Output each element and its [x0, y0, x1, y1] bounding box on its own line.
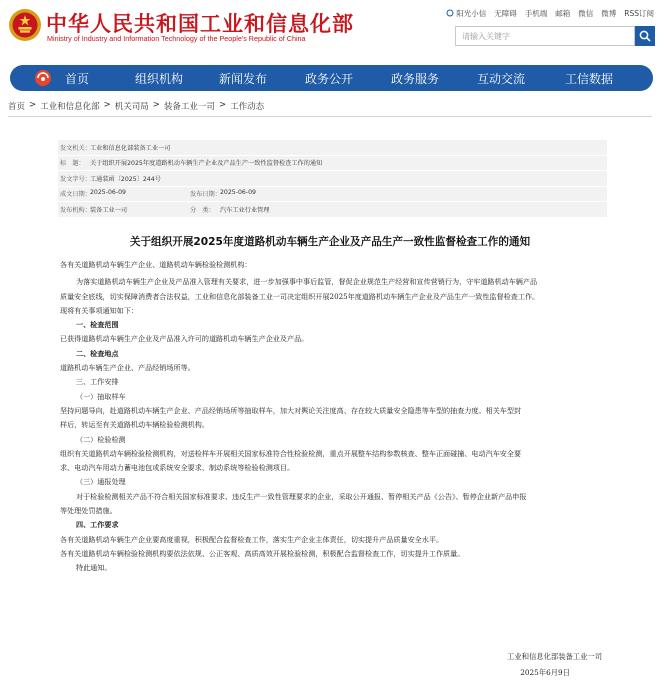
article-body: [60, 258, 610, 576]
meta-org-value: 装备工业一司: [90, 206, 128, 214]
site-title[interactable]: 中华人民共和国工业和信息化部: [46, 12, 354, 36]
paragraph: 现将有关事项通知如下：: [60, 305, 139, 315]
paragraph: 组织有关道路机动车辆检验检测机构，对送检样车开展相关国家标准符合性检验检测，重点开展整车结构参数核查、整车正面碰撞、电动汽车安全要: [60, 448, 522, 458]
breadcrumb-item-home[interactable]: 首页: [8, 102, 26, 112]
meta-created: [58, 189, 188, 198]
meta-label: 发文机关：: [60, 144, 91, 152]
meta-org: [58, 205, 188, 214]
paragraph: 等处理处罚措施。: [60, 506, 117, 516]
meta-source-value: 工业和信息化部装备工业一司: [90, 144, 171, 152]
paragraph: 坚持问题导向，赴道路机动车辆生产企业、产品经销场所等抽取样车，加大对舆论关注度高、存在较大质量安全隐患等车型的抽查力度。相关车型封: [60, 405, 522, 415]
meta-label: 成文日期：: [60, 191, 91, 199]
top-link-rss[interactable]: RSS订阅: [624, 9, 654, 18]
top-link-wechat[interactable]: 微信: [578, 9, 594, 18]
nav-data[interactable]: 工信数据: [565, 71, 614, 86]
salutation: 各有关道路机动车辆生产企业、道路机动车辆检验检测机构：: [60, 260, 252, 269]
meta-label: 发文字号：: [60, 175, 91, 183]
document-meta-table: [58, 140, 607, 218]
section-heading: 三、工作安排: [76, 377, 119, 387]
subsection-heading: （二）检验检测: [76, 434, 126, 444]
search-icon: [639, 30, 651, 42]
paragraph: 各有关道路机动车辆生产企业要高度重视，积极配合监督检查工作，落实生产企业主体责任，切实提升产品质量安全水平。: [60, 534, 444, 544]
ministry-logo-icon[interactable]: [34, 69, 52, 87]
top-link-accessibility[interactable]: 无障碍: [494, 9, 517, 18]
meta-row-source: [58, 140, 607, 156]
subsection-heading: （一）抽取样车: [76, 391, 126, 401]
meta-published-value: 2025-06-09: [220, 189, 256, 197]
meta-row-title: [58, 156, 607, 172]
section-heading: 二、检查地点: [76, 348, 119, 358]
paragraph: 已获得道路机动车辆生产企业及产品准入许可的道路机动车辆生产企业及产品。: [60, 334, 309, 344]
breadcrumb-separator: >: [218, 100, 227, 110]
top-link-sunshine[interactable]: [446, 8, 486, 19]
meta-category-value: 汽车工业行业管理: [220, 206, 270, 214]
breadcrumb-separator: >: [152, 100, 160, 110]
section-heading: 一、检查范围: [76, 320, 119, 330]
paragraph: 质量安全底线，切实保障消费者合法权益，工业和信息化部装备工业一司决定组织开展2025年度道路机动车辆生产企业及产品生产一致性监督检查工作。: [60, 291, 540, 301]
national-emblem-icon[interactable]: [8, 8, 42, 42]
search-input[interactable]: 请输入关键字: [455, 26, 635, 46]
top-link-mobile[interactable]: 手机端: [524, 9, 548, 18]
subsection-heading: （三）通报处理: [76, 477, 126, 487]
search-button[interactable]: [635, 26, 655, 46]
paragraph: 样后，转运至有关道路机动车辆检验检测机构。: [60, 420, 209, 430]
nav-interaction[interactable]: 互动交流: [477, 71, 526, 86]
meta-row-doc-no: [58, 171, 607, 187]
site-subtitle: Ministry of Industry and Information Technology of the People's Republic of China: [47, 34, 306, 43]
main-nav: [10, 65, 653, 91]
top-link-weibo[interactable]: 微博: [601, 9, 617, 18]
meta-published: [188, 189, 318, 198]
sunshine-icon: [446, 9, 454, 17]
meta-created-value: 2025-06-09: [90, 189, 126, 197]
breadcrumb-item-bureaus[interactable]: 机关司局: [114, 102, 149, 112]
breadcrumb-separator: >: [29, 100, 37, 110]
nav-organization[interactable]: 组织机构: [135, 71, 184, 86]
breadcrumb-item-department[interactable]: 装备工业一司: [163, 102, 215, 112]
meta-label: 标 题：: [60, 160, 85, 168]
top-link-label: 阳光小信: [456, 9, 487, 18]
top-link-email[interactable]: 邮箱: [555, 9, 571, 18]
meta-label: 分 类：: [190, 206, 215, 214]
paragraph: 对于检验检测相关产品不符合相关国家标准要求、违反生产一致性管理要求的企业，采取公开通报、暂停相关产品《公告》、暂停企业新产品申报: [76, 491, 527, 501]
signature: 工业和信息化部装备工业一司: [507, 652, 602, 661]
meta-category: [188, 205, 318, 214]
section-heading: 四、工作要求: [76, 520, 119, 530]
paragraph: 各有关道路机动车辆检验检测机构要依法依规、公正客观、高质高效开展检验检测，积极配合监督检查工作，切实提升工作质量。: [60, 548, 465, 558]
signature-date: 2025年6月9日: [520, 668, 570, 677]
nav-government-affairs[interactable]: 政务公开: [305, 71, 354, 86]
site-header: [0, 0, 660, 62]
meta-label: 发布机构：: [60, 206, 91, 214]
meta-row-org: [58, 202, 607, 218]
breadcrumb-item-ministry[interactable]: 工业和信息化部: [40, 102, 100, 112]
paragraph: 为落实道路机动车辆生产企业及产品准入管理有关要求，进一步加强事中事后监管，督促企业规范生产经营和宣传营销行为，守牢道路机动车辆产品: [76, 277, 538, 287]
closing: 特此通知。: [76, 563, 112, 573]
meta-row-dates: [58, 187, 607, 203]
paragraph: 求、电动汽车用动力蓄电池包或系统安全要求、制动系统等检验检测项目。: [60, 463, 295, 473]
breadcrumb-separator: >: [103, 100, 111, 110]
meta-label: 发布日期：: [190, 191, 221, 199]
breadcrumb: [8, 100, 264, 112]
meta-doc-no-value: 工通装函〔2025〕244号: [90, 175, 161, 183]
nav-home[interactable]: 首页: [65, 71, 90, 86]
top-links: [446, 8, 654, 19]
divider: [8, 116, 652, 117]
meta-title-value: 关于组织开展2025年度道路机动车辆生产企业及产品生产一致性监督检查工作的通知: [90, 160, 323, 168]
paragraph: 道路机动车辆生产企业、产品经销场所等。: [60, 363, 195, 373]
article-title: 关于组织开展2025年度道路机动车辆生产企业及产品生产一致性监督检查工作的通知: [129, 236, 531, 248]
breadcrumb-item-work-news[interactable]: 工作动态: [230, 102, 265, 112]
nav-services[interactable]: 政务服务: [391, 71, 440, 86]
nav-news[interactable]: 新闻发布: [219, 71, 268, 86]
